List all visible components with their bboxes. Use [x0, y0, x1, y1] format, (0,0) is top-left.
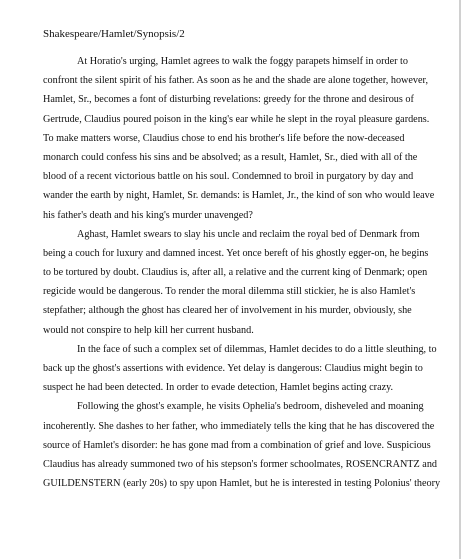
paragraph	[43, 225, 453, 340]
text-line: To make matters worse, Claudius chose to end his brother's life before the now-deceased	[43, 132, 405, 144]
text-line: Following the ghost's example, he visits Ophelia's bedroom, disheveled and moaning	[77, 401, 424, 413]
text-line: stepfather; although the ghost has cleared her of involvement in his murder, obviously, she	[43, 305, 412, 317]
text-line: confront the silent spirit of his father. As soon as he and the shade are alone together, however,	[43, 75, 429, 87]
text-line: At Horatio's urging, Hamlet agrees to walk the foggy parapets himself in order to	[77, 56, 408, 67]
text-line: being a couch for luxury and damned incest. Yet once bereft of his ghostly egger-on, he begins	[43, 247, 429, 259]
text-line: to be tortured by doubt. Claudius is, after all, a relative and the current king of Denmark; open	[43, 267, 428, 279]
text-line: monarch could confess his sins and be absolved; as a result, Hamlet, Sr., died with all of the	[43, 151, 418, 163]
text-line: Aghast, Hamlet swears to slay his uncle and reclaim the royal bed of Denmark from	[77, 228, 420, 240]
text-line: Gertrude, Claudius poured poison in the king's ear while he slept in the royal pleasure gardens.	[43, 113, 430, 125]
page-header: Shakespeare/Hamlet/Synopsis/2	[43, 28, 185, 40]
text-line: back up the ghost's assertions with evidence. Yet delay is dangerous: Claudius might begin to	[43, 363, 423, 374]
text-line: wander the earth by night, Hamlet, Sr. demands: is Hamlet, Jr., the kind of son who would leave	[43, 190, 435, 202]
text-line: In the face of such a complex set of dilemmas, Hamlet decides to do a little sleuthing, to	[77, 343, 437, 355]
paragraph	[43, 397, 453, 493]
text-line: regicide would be dangerous. To render the moral dilemma still stickier, he is also Hamlet's	[43, 286, 416, 298]
text-line: would not conspire to help kill her current husband.	[43, 324, 254, 336]
paragraph	[43, 52, 453, 225]
text-line: source of Hamlet's disorder: he has gone mad from a combination of grief and love. Suspicious	[43, 439, 431, 451]
paragraph	[43, 340, 453, 398]
text-line: Claudius has already summoned two of his stepson's former schoolmates, ROSENCRANTZ and	[43, 458, 438, 470]
text-line: Hamlet, Sr., becomes a font of disturbing revelations: greedy for the throne and desirous of	[43, 94, 414, 106]
text-line: incoherently. She dashes to her father, who immediately tells the king that he has discovered the	[43, 420, 435, 432]
text-line: his father's death and his king's murder unavenged?	[43, 209, 253, 221]
text-line: GUILDENSTERN (early 20s) to spy upon Hamlet, but he is interested in testing Polonius' theory	[43, 478, 441, 490]
text-line: suspect he had been detected. In order to evade detection, Hamlet begins acting crazy.	[43, 382, 394, 394]
text-line: blood of a recent victorious battle on his soul. Condemned to broil in purgatory by day and	[43, 171, 414, 183]
document-body	[43, 52, 453, 493]
